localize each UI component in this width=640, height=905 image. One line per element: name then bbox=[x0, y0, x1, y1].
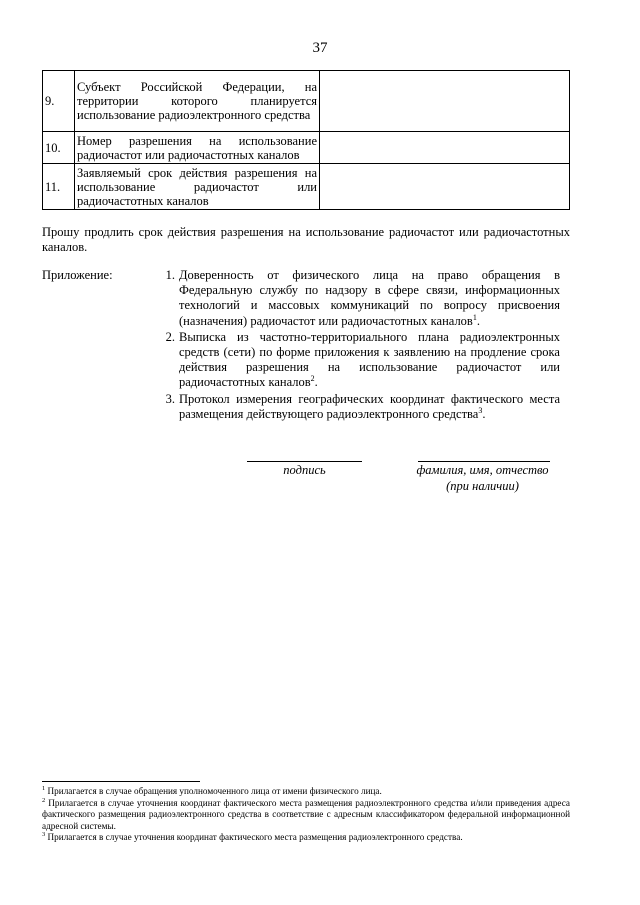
footnote-mark: 3 bbox=[42, 830, 46, 838]
appendix-item-text: Доверенность от физического лица на право обращения в Федеральную службу по надзору в сфере связи, информационных технологий и массовых коммуникаций по вопросу присвоения (назначения) радиочастот или радиочастотных каналов bbox=[179, 268, 560, 328]
application-table bbox=[42, 70, 570, 210]
row-value[interactable] bbox=[320, 132, 570, 164]
row-label: Заявляемый срок действия разрешения на использование радиочастот или радиочастотных каналов bbox=[75, 164, 320, 210]
name-caption: фамилия, имя, отчество bbox=[416, 463, 549, 477]
row-number: 9. bbox=[43, 71, 75, 132]
footnote-mark: 1 bbox=[472, 312, 477, 322]
table-row bbox=[43, 164, 570, 210]
footnote-mark: 2 bbox=[42, 796, 46, 804]
row-value[interactable] bbox=[320, 71, 570, 132]
appendix-item-number: 3. bbox=[165, 391, 175, 406]
footnotes bbox=[42, 786, 570, 844]
appendix-item-text: Протокол измерения географических координат фактического места размещения действующего радиоэлектронного средства bbox=[179, 391, 560, 421]
footnote bbox=[42, 798, 570, 833]
footnote-text: Прилагается в случае уточнения координат фактического места размещения радиоэлектронного средства. bbox=[47, 832, 463, 842]
footnote-separator bbox=[42, 781, 200, 782]
footnote-mark: 3 bbox=[478, 405, 483, 415]
name-caption-note: (при наличии) bbox=[446, 479, 519, 493]
footnote bbox=[42, 786, 570, 798]
request-text: Прошу продлить срок действия разрешения на использование радиочастот или радиочастотных каналов. bbox=[42, 225, 570, 254]
footnote-mark: 2 bbox=[310, 374, 315, 384]
signature-line[interactable] bbox=[247, 461, 362, 462]
table-row bbox=[43, 132, 570, 164]
footnote-text: Прилагается в случае обращения уполномоченного лица от имени физического лица. bbox=[47, 786, 382, 796]
row-number: 11. bbox=[43, 164, 75, 210]
appendix-list bbox=[155, 268, 560, 423]
footnote-mark: 1 bbox=[42, 784, 46, 792]
appendix-item: 3. Протокол измерения географических координат фактического места размещения действующего радиоэлектронного средства$^3$. bbox=[155, 392, 560, 422]
name-line[interactable] bbox=[418, 461, 550, 462]
signature-caption: подпись bbox=[283, 463, 326, 477]
appendix-item-text: Выписка из частотно-территориального плана радиоэлектронных средств (сети) по форме приложения к заявлению на продление срока действия разрешения на использование радиочастот или радиочастотных каналов bbox=[179, 329, 560, 390]
row-label: Номер разрешения на использование радиочастот или радиочастотных каналов bbox=[75, 132, 320, 164]
table-row bbox=[43, 71, 570, 132]
row-label: Субъект Российской Федерации, на территории которого планируется использование радиоэлектронного средства bbox=[75, 71, 320, 132]
appendix-label: Приложение: bbox=[42, 268, 113, 282]
footnote-text: Прилагается в случае уточнения координат фактического места размещения радиоэлектронного средства и/или приведения адреса фактического размещения радиоэлектронного средства в соответствие с адресным классификатором федеральной информационной адресной системы. bbox=[42, 797, 571, 831]
footnote bbox=[42, 832, 570, 844]
appendix-item-number: 1. bbox=[165, 268, 175, 282]
row-value[interactable] bbox=[320, 164, 570, 210]
appendix-item: 2. Выписка из частотно-территориального плана радиоэлектронных средств (сети) по форме приложения к заявлению на продление срока действия разрешения на использование радиочастот или радиочастотных каналов$^2$. bbox=[155, 330, 560, 391]
page-number: 37 bbox=[312, 40, 328, 56]
row-number: 10. bbox=[43, 132, 75, 164]
appendix-item-number: 2. bbox=[165, 329, 175, 344]
appendix-item: 1. Доверенность от физического лица на право обращения в Федеральную службу по надзору в сфере связи, информационных технологий и массовых коммуникаций по вопросу присвоения (назначения) радиочастот или радиочастотных каналов$^1$. bbox=[155, 268, 560, 329]
